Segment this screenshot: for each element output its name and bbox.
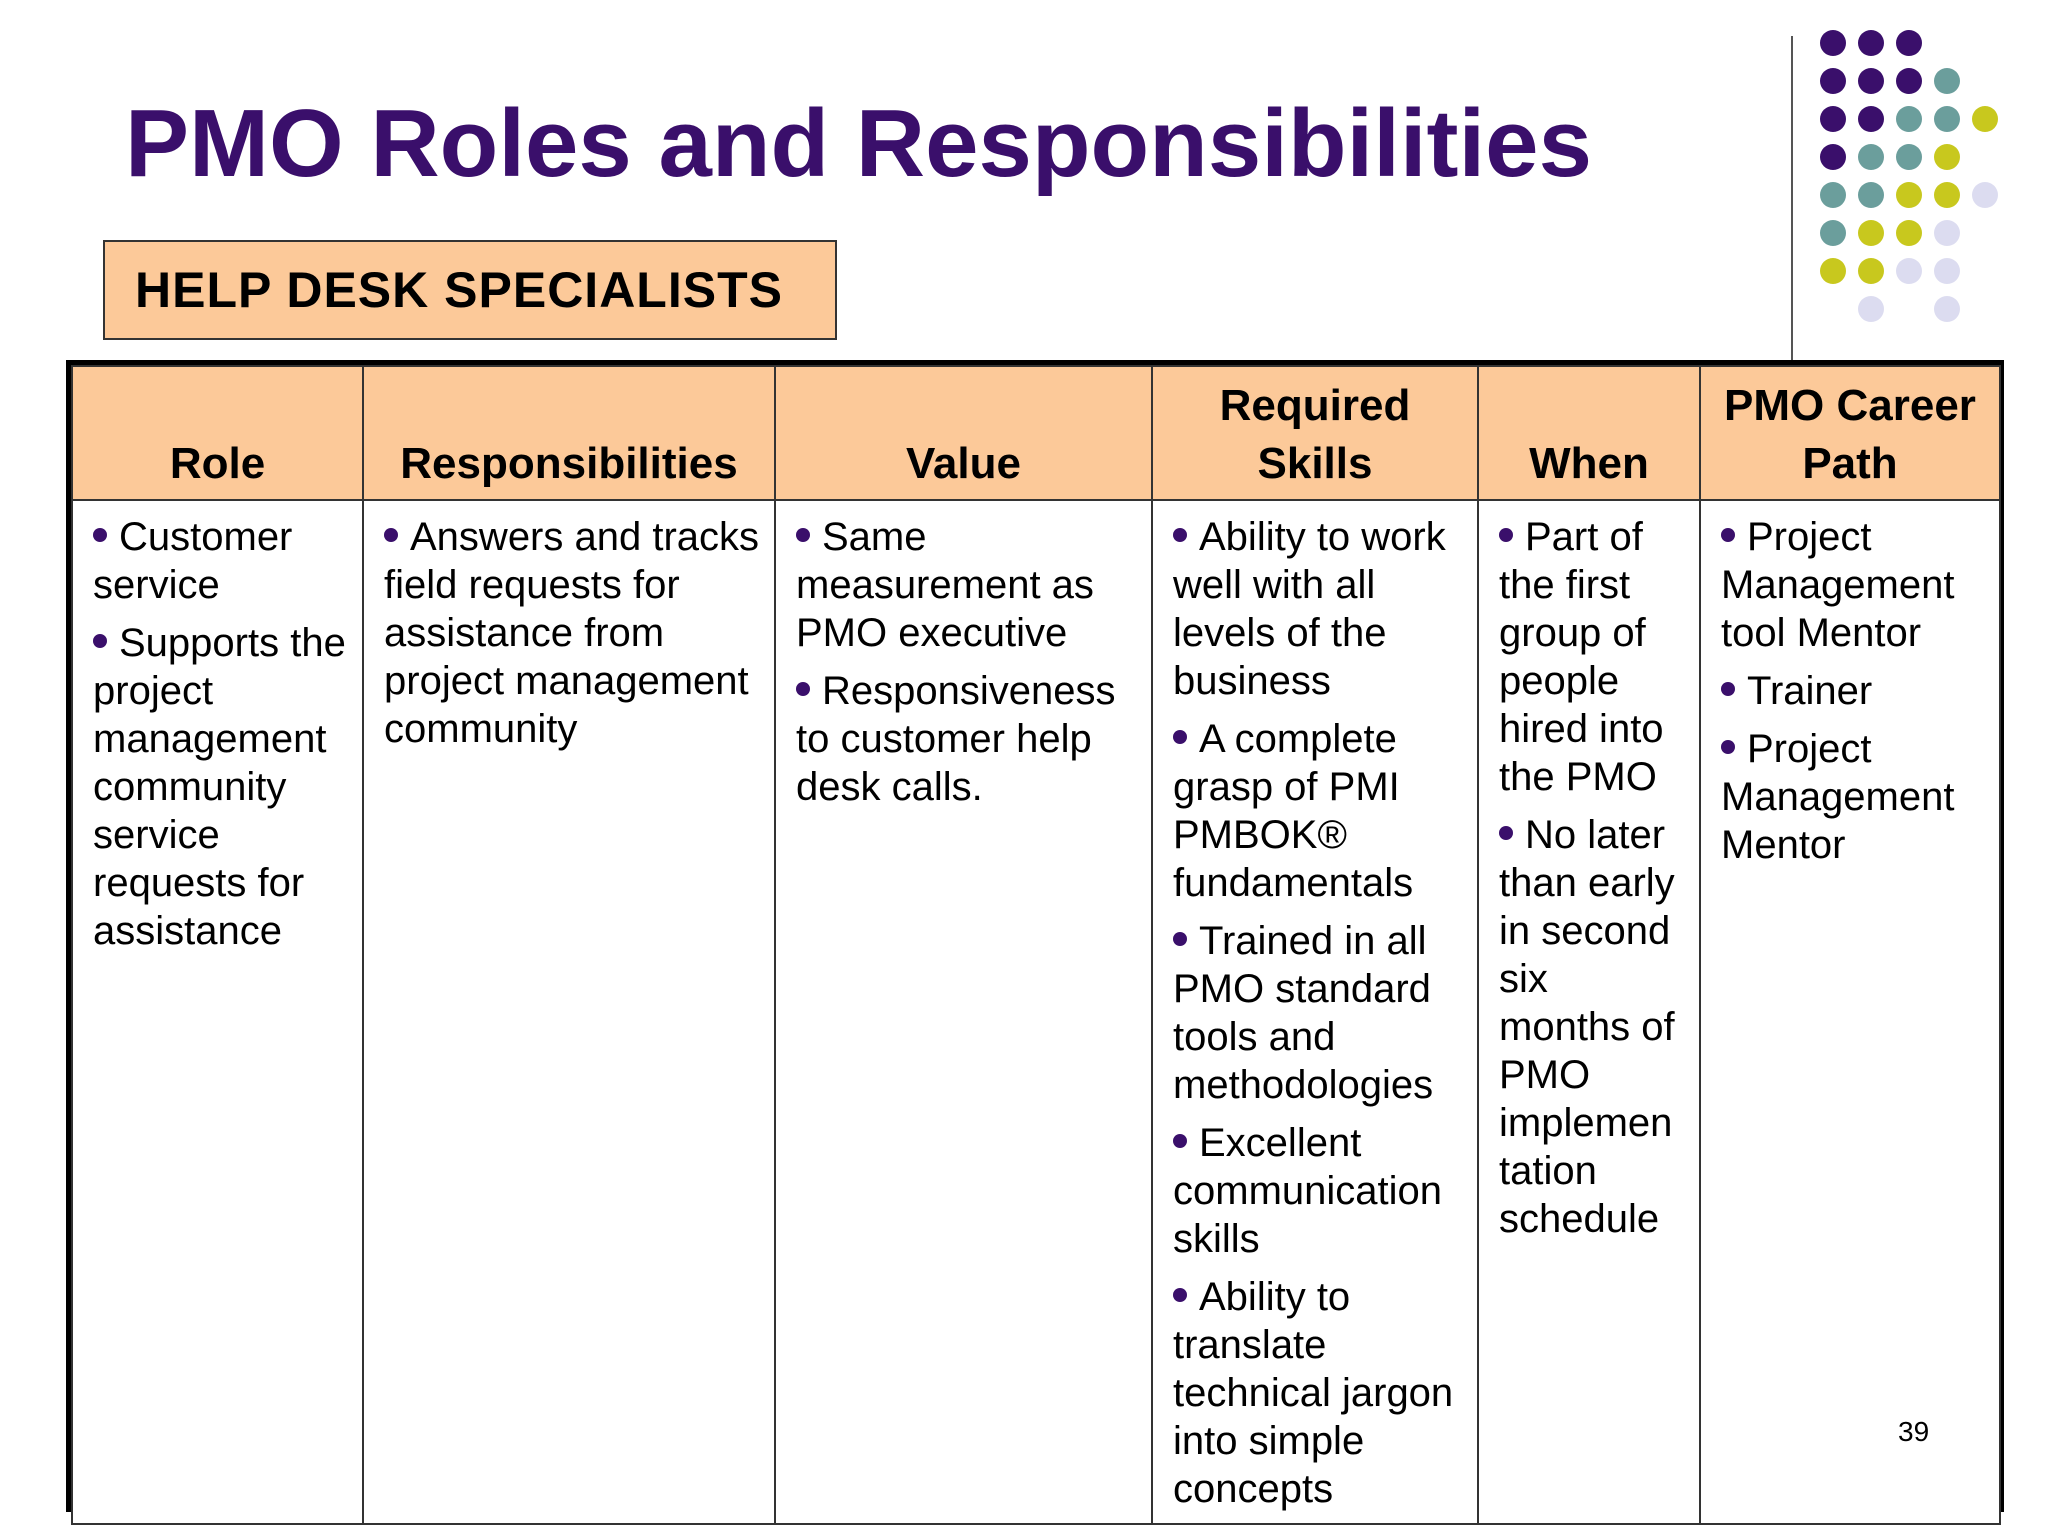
list-item: A complete grasp of PMI PMBOK® fundamentals <box>1173 717 1414 905</box>
decorative-dot-grid <box>1820 30 2030 340</box>
decorative-dot <box>1858 30 1884 56</box>
list-item: Project Management tool Mentor <box>1721 515 1955 655</box>
slide-title: PMO Roles and Responsibilities <box>125 90 1592 197</box>
cell-value <box>775 500 1152 1524</box>
decorative-dot <box>1858 220 1884 246</box>
decorative-dot <box>1934 220 1960 246</box>
decorative-dot <box>1934 106 1960 132</box>
page-number: 39 <box>1898 1416 1930 1447</box>
bullet-icon <box>796 682 810 696</box>
list-item: No later than early in second six months of PMO implemen tation schedule <box>1499 813 1675 1241</box>
decorative-dot <box>1820 144 1846 170</box>
bullet-icon <box>1721 682 1735 696</box>
bullet-icon <box>384 528 398 542</box>
decorative-dot <box>1820 68 1846 94</box>
bullet-icon <box>1173 1288 1187 1302</box>
column-header-role: Role <box>72 366 363 500</box>
decorative-dot <box>1896 258 1922 284</box>
list-item: Part of the first group of people hired into the PMO <box>1499 515 1664 799</box>
bullet-icon <box>1173 932 1187 946</box>
column-header-responsibilities: Responsibilities <box>363 366 775 500</box>
bullet-icon <box>1173 528 1187 542</box>
cell-role <box>72 500 363 1524</box>
bullet-icon <box>1499 826 1513 840</box>
list-item: Answers and tracks field requests for assistance from project management community <box>384 515 760 751</box>
roles-table <box>71 365 2001 1525</box>
decorative-dot <box>1858 296 1884 322</box>
list-item: Excellent communication skills <box>1173 1121 1443 1261</box>
column-header-when: When <box>1478 366 1700 500</box>
roles-table-container <box>66 360 2004 1512</box>
cell-career-path <box>1700 500 2000 1524</box>
bullet-icon <box>93 634 107 648</box>
decorative-dot <box>1858 68 1884 94</box>
list-item: Ability to translate technical jargon into simple concepts <box>1173 1275 1454 1511</box>
bullet-icon <box>1173 1134 1187 1148</box>
decorative-dot <box>1858 144 1884 170</box>
decorative-dot <box>1820 182 1846 208</box>
bullet-icon <box>1173 730 1187 744</box>
decorative-dot <box>1820 106 1846 132</box>
decorative-dot <box>1972 182 1998 208</box>
bullet-icon <box>796 528 810 542</box>
cell-when <box>1478 500 1700 1524</box>
decorative-dot <box>1820 220 1846 246</box>
decorative-dot <box>1934 144 1960 170</box>
list-item: Ability to work well with all levels of the business <box>1173 515 1446 703</box>
decorative-dot <box>1934 182 1960 208</box>
list-item: Trainer <box>1721 667 1989 715</box>
decorative-dot <box>1896 30 1922 56</box>
list-item: Project Management Mentor <box>1721 727 1955 867</box>
decorative-dot <box>1820 258 1846 284</box>
list-item: Supports the project management community service requests for assistance <box>93 621 346 953</box>
bullet-icon <box>1721 528 1735 542</box>
decorative-dot <box>1858 106 1884 132</box>
decorative-dot <box>1858 258 1884 284</box>
decorative-dot <box>1896 68 1922 94</box>
decorative-dot <box>1972 106 1998 132</box>
decorative-dot <box>1934 296 1960 322</box>
list-item: Same measurement as PMO executive <box>796 515 1094 655</box>
decorative-divider <box>1791 36 1793 360</box>
list-item: Customer service <box>93 515 293 607</box>
decorative-dot <box>1934 68 1960 94</box>
decorative-dot <box>1820 30 1846 56</box>
decorative-dot <box>1896 182 1922 208</box>
cell-required-skills <box>1152 500 1478 1524</box>
bullet-icon <box>93 528 107 542</box>
table-row <box>72 500 2000 1524</box>
cell-responsibilities <box>363 500 775 1524</box>
table-header-row <box>72 366 2000 500</box>
decorative-dot <box>1896 220 1922 246</box>
decorative-dot <box>1934 258 1960 284</box>
decorative-dot <box>1896 106 1922 132</box>
column-header-value: Value <box>775 366 1152 500</box>
list-item: Trained in all PMO standard tools and methodologies <box>1173 919 1434 1107</box>
column-header-required-skills: Required Skills <box>1152 366 1478 500</box>
section-label: HELP DESK SPECIALISTS <box>103 240 837 340</box>
list-item: Responsiveness to customer help desk calls. <box>796 669 1116 809</box>
decorative-dot <box>1896 144 1922 170</box>
column-header-career-path: PMO Career Path <box>1700 366 2000 500</box>
bullet-icon <box>1499 528 1513 542</box>
bullet-icon <box>1721 740 1735 754</box>
decorative-dot <box>1858 182 1884 208</box>
